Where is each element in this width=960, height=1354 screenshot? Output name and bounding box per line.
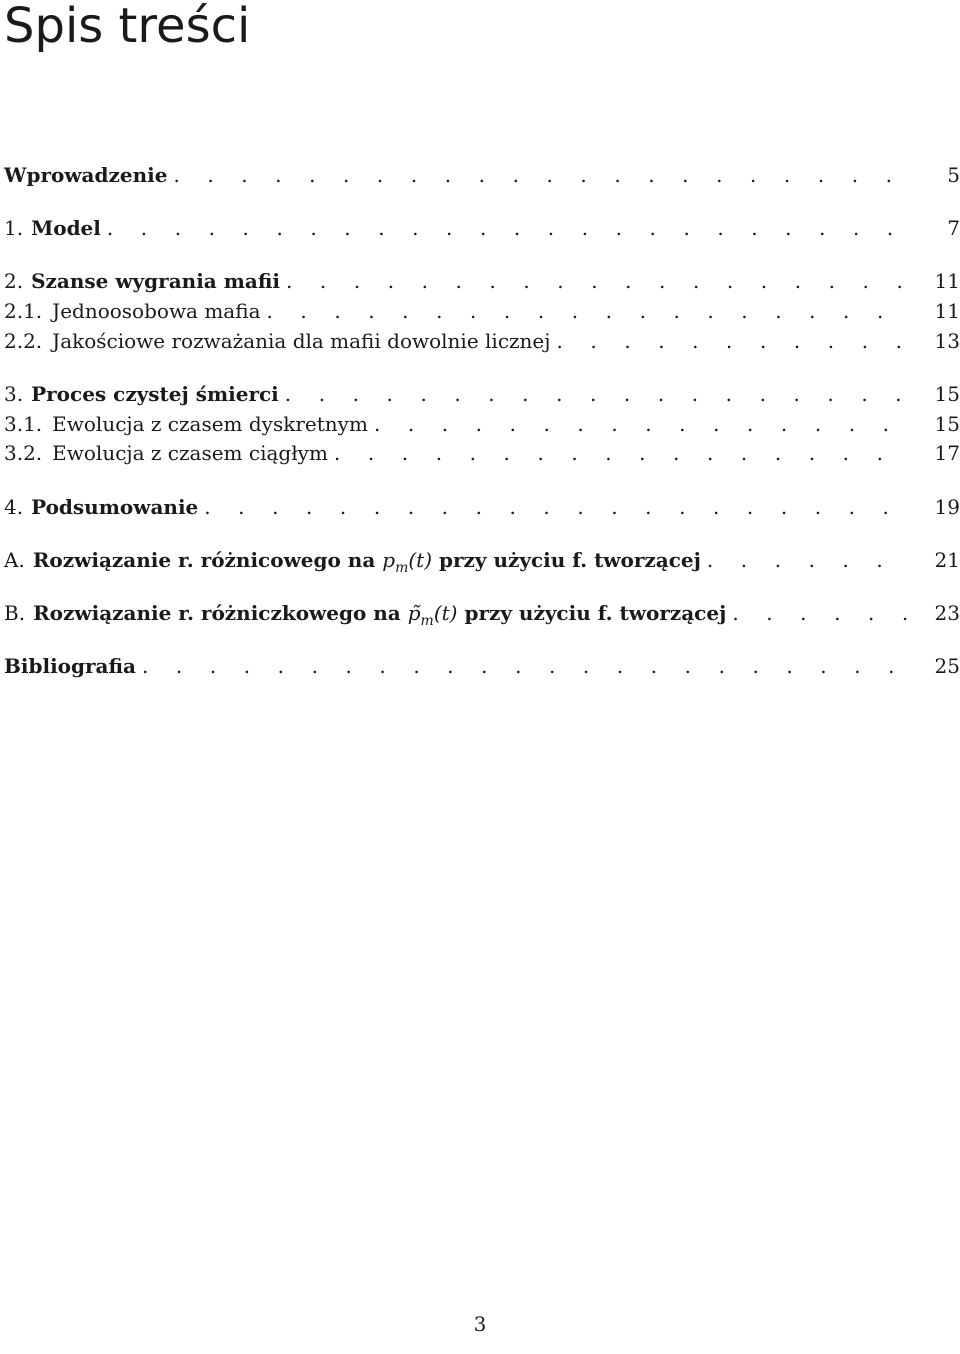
toc-entry-section-3-2[interactable] (4, 439, 960, 467)
toc-entry-label (33, 546, 701, 582)
toc-entry-label: Szanse wygrania mafii (31, 269, 280, 293)
toc-page-number: 17 (934, 441, 960, 465)
toc-label-text: Rozwiązanie r. różnicowego na (32, 548, 376, 572)
toc-entry-label: Podsumowanie (31, 495, 199, 519)
toc-entry-chapter-1[interactable] (4, 214, 960, 242)
math-argument (408, 548, 432, 572)
toc-entry-label (33, 599, 726, 635)
toc-entry-chapter-2[interactable] (4, 267, 960, 295)
toc-entry-label: Jakościowe rozważania dla mafii dowolnie licznej (52, 329, 551, 353)
toc-page-number: 21 (934, 548, 960, 572)
toc-page-number: 11 (934, 269, 960, 293)
toc-dot-leader (286, 267, 912, 295)
toc-entry-label: Model (31, 216, 101, 240)
toc-entry-chapter-4[interactable] (4, 493, 960, 521)
toc-entry-section-3-1[interactable] (4, 410, 960, 438)
math-symbol: p (382, 548, 396, 572)
toc-label-text: przy użyciu f. tworzącej (464, 601, 727, 625)
toc-entry-label: Ewolucja z czasem dyskretnym (52, 412, 368, 436)
toc-dot-leader (556, 327, 912, 355)
math-argument-text: (t) (433, 601, 458, 625)
toc-entry-appendix-b[interactable] (4, 599, 960, 627)
math-symbol: p̃ (407, 601, 421, 625)
toc-dot-leader (707, 546, 912, 574)
toc-entry-appendix-a[interactable] (4, 546, 960, 574)
toc-entry-number: 2.2. (4, 329, 43, 353)
toc-page-number: 19 (934, 495, 960, 519)
toc-dot-leader (285, 380, 912, 408)
toc-entry-label: Wprowadzenie (4, 163, 168, 187)
toc-entry-number: 3.2. (4, 441, 43, 465)
toc-entry-section-2-2[interactable] (4, 327, 960, 355)
toc-page-number: 13 (934, 329, 960, 353)
toc-entry-number: 2. (4, 269, 24, 293)
math-argument-text: (t) (408, 548, 433, 572)
math-argument (434, 601, 458, 625)
page-number: 3 (473, 1312, 487, 1336)
toc-dot-leader (732, 599, 912, 627)
toc-entry-bibliography[interactable] (4, 652, 960, 680)
toc-dot-leader (142, 652, 912, 680)
page-title: Spis treści (4, 0, 251, 54)
toc-entry-number: 4. (4, 495, 24, 519)
math-subscript: m (420, 613, 434, 629)
toc-page-number: 7 (947, 216, 960, 240)
toc-entry-label: Proces czystej śmierci (31, 382, 279, 406)
toc-entry-chapter-3[interactable] (4, 380, 960, 408)
toc-entry-introduction[interactable] (4, 161, 960, 189)
toc-dot-leader (334, 439, 912, 467)
toc-dot-leader (107, 214, 912, 242)
toc-entry-number: B. (4, 601, 26, 625)
toc-dot-leader (267, 297, 913, 325)
math-subscript: m (395, 560, 409, 576)
toc-entry-label: Jednoosobowa mafia (52, 299, 261, 323)
toc-dot-leader (204, 493, 912, 521)
toc-page-number: 23 (934, 601, 960, 625)
toc-page-number: 15 (934, 412, 960, 436)
toc-entry-number: 3.1. (4, 412, 43, 436)
toc-entry-number: 2.1. (4, 299, 43, 323)
toc-entry-label: Bibliografia (4, 654, 137, 678)
toc-page-number: 15 (934, 382, 960, 406)
toc-entry-number: 3. (4, 382, 24, 406)
toc-entry-section-2-1[interactable] (4, 297, 960, 325)
toc-dot-leader (173, 161, 912, 189)
toc-page-number: 11 (934, 299, 960, 323)
toc-entry-label: Ewolucja z czasem ciągłym (52, 441, 328, 465)
toc-label-text: Rozwiązanie r. różniczkowego na (33, 601, 401, 625)
toc-label-text: przy użyciu f. tworzącej (438, 548, 701, 572)
toc-dot-leader (374, 410, 912, 438)
toc-page-number: 5 (947, 163, 960, 187)
toc-entry-number: A. (4, 548, 25, 572)
toc-entry-number: 1. (4, 216, 24, 240)
toc-page-number: 25 (934, 654, 960, 678)
